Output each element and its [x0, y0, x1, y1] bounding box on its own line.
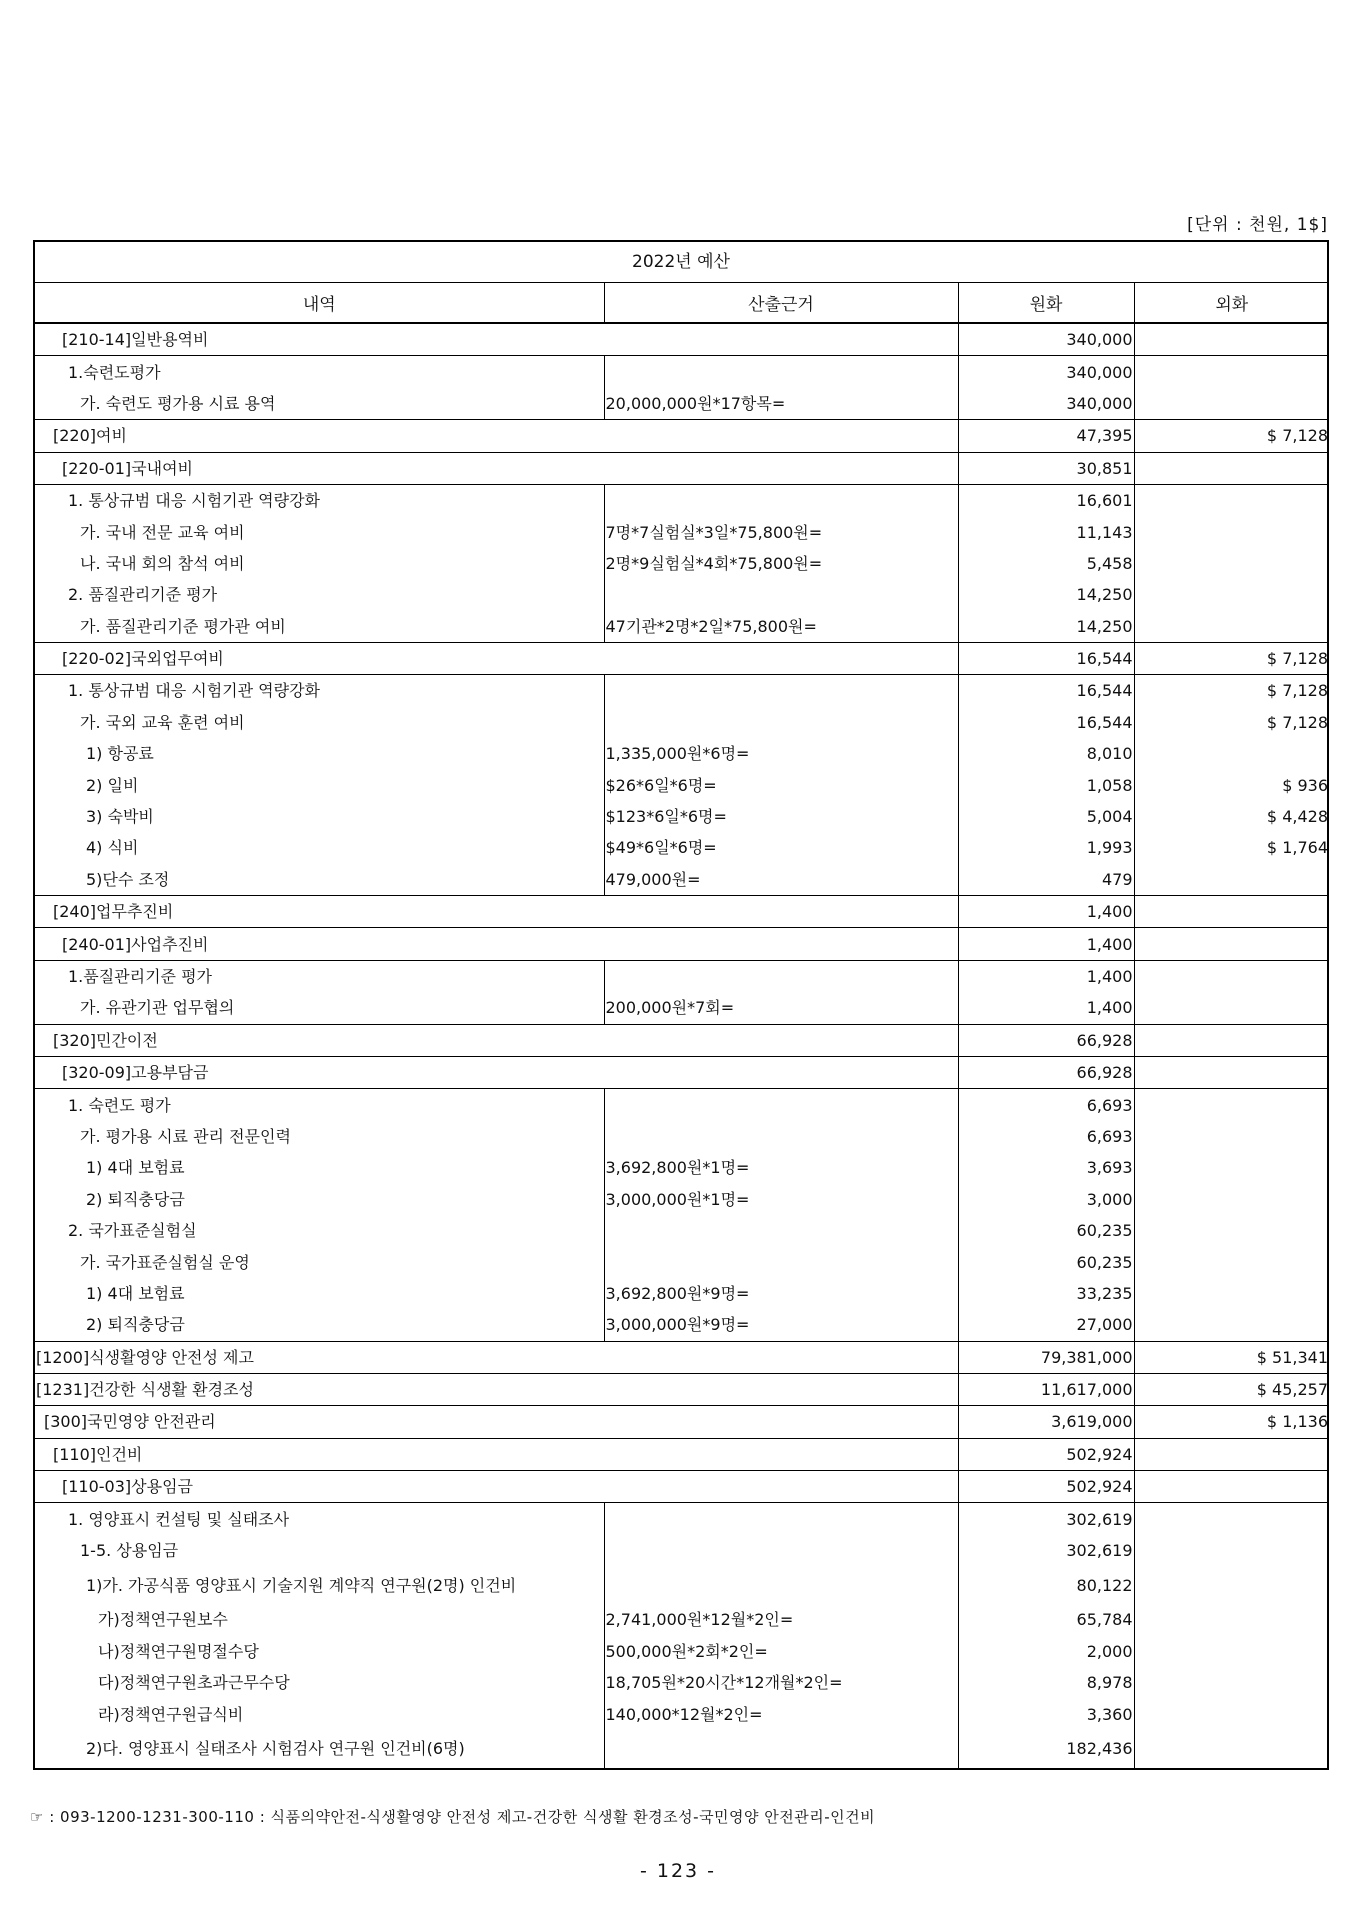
- table-row: [35, 1024, 1329, 1056]
- table-row: [35, 928, 1329, 960]
- row-basis: 2,741,000원*12월*2인=: [604, 1604, 958, 1635]
- row-description: 1) 4대 보험료: [35, 1152, 604, 1183]
- table-body: [35, 323, 1329, 1768]
- row-foreign: [1134, 1604, 1329, 1635]
- row-description: 1)가. 가공식품 영양표시 기술지원 계약직 연구원(2명) 인건비: [35, 1566, 604, 1604]
- page-number: - 123 -: [639, 1860, 717, 1882]
- table-row: [35, 356, 1329, 388]
- row-description: 1. 영양표시 컨설팅 및 실태조사: [35, 1503, 604, 1535]
- header-foreign: 외화: [1134, 283, 1329, 323]
- row-description: 나)정책연구원명절수당: [35, 1636, 604, 1667]
- row-description: [210-14]일반용역비: [35, 323, 958, 356]
- row-foreign: [1134, 1667, 1329, 1698]
- row-foreign: [1134, 1215, 1329, 1246]
- row-krw: 80,122: [958, 1566, 1134, 1604]
- table-row: [35, 420, 1329, 452]
- row-krw: 8,978: [958, 1667, 1134, 1698]
- table-row: [35, 611, 1329, 643]
- row-description: [220-02]국외업무여비: [35, 642, 958, 674]
- row-foreign: $ 4,428: [1134, 801, 1329, 832]
- row-foreign: [1134, 548, 1329, 579]
- table-row: [35, 1278, 1329, 1309]
- row-krw: 11,617,000: [958, 1373, 1134, 1405]
- row-krw: 16,544: [958, 707, 1134, 738]
- budget-table: [35, 283, 1329, 1768]
- row-foreign: [1134, 928, 1329, 960]
- table-row: [35, 1089, 1329, 1121]
- table-row: [35, 1406, 1329, 1438]
- table-row: [35, 1152, 1329, 1183]
- row-foreign: $ 45,257: [1134, 1373, 1329, 1405]
- row-foreign: [1134, 484, 1329, 516]
- row-krw: 502,924: [958, 1438, 1134, 1470]
- row-foreign: [1134, 738, 1329, 769]
- row-description: 5)단수 조정: [35, 864, 604, 896]
- row-basis: [604, 675, 958, 707]
- table-row: [35, 516, 1329, 547]
- row-description: 2) 퇴직충당금: [35, 1184, 604, 1215]
- row-krw: 11,143: [958, 516, 1134, 547]
- row-basis: 3,692,800원*9명=: [604, 1278, 958, 1309]
- row-basis: 140,000*12월*2인=: [604, 1698, 958, 1729]
- row-foreign: $ 1,764: [1134, 832, 1329, 863]
- row-basis: [604, 1089, 958, 1121]
- row-krw: 33,235: [958, 1278, 1134, 1309]
- row-krw: 340,000: [958, 356, 1134, 388]
- row-krw: 60,235: [958, 1215, 1134, 1246]
- row-krw: 340,000: [958, 323, 1134, 356]
- row-foreign: [1134, 1184, 1329, 1215]
- row-description: 4) 식비: [35, 832, 604, 863]
- row-description: 가. 숙련도 평가용 시료 용역: [35, 388, 604, 420]
- row-description: 라)정책연구원급식비: [35, 1698, 604, 1729]
- table-row: [35, 1373, 1329, 1405]
- row-basis: [604, 579, 958, 610]
- row-foreign: [1134, 579, 1329, 610]
- row-krw: 1,400: [958, 928, 1134, 960]
- row-description: 가. 국외 교육 훈련 여비: [35, 707, 604, 738]
- table-row: [35, 1535, 1329, 1566]
- row-krw: 6,693: [958, 1121, 1134, 1152]
- table-row: [35, 1056, 1329, 1088]
- row-krw: 16,544: [958, 675, 1134, 707]
- row-foreign: $ 936: [1134, 769, 1329, 800]
- row-basis: 500,000원*2회*2인=: [604, 1636, 958, 1667]
- row-description: 2. 품질관리기준 평가: [35, 579, 604, 610]
- row-basis: 200,000원*7회=: [604, 992, 958, 1024]
- row-krw: 1,400: [958, 896, 1134, 928]
- row-krw: 1,058: [958, 769, 1134, 800]
- table-row: [35, 769, 1329, 800]
- row-basis: 2명*9실험실*4회*75,800원=: [604, 548, 958, 579]
- row-krw: 3,360: [958, 1698, 1134, 1729]
- row-krw: 60,235: [958, 1246, 1134, 1277]
- row-krw: 65,784: [958, 1604, 1134, 1635]
- row-basis: [604, 1215, 958, 1246]
- row-basis: $123*6일*6명=: [604, 801, 958, 832]
- row-foreign: $ 7,128: [1134, 675, 1329, 707]
- row-description: 2) 퇴직충당금: [35, 1309, 604, 1341]
- row-description: [240-01]사업추진비: [35, 928, 958, 960]
- row-basis: [604, 356, 958, 388]
- row-basis: [604, 1246, 958, 1277]
- row-description: 3) 숙박비: [35, 801, 604, 832]
- row-description: 가. 품질관리기준 평가관 여비: [35, 611, 604, 643]
- header-krw: 원화: [958, 283, 1134, 323]
- row-basis: [604, 1503, 958, 1535]
- row-krw: 302,619: [958, 1535, 1134, 1566]
- row-description: 가. 유관기관 업무협의: [35, 992, 604, 1024]
- table-caption: 2022년 예산: [35, 242, 1327, 283]
- table-row: [35, 1246, 1329, 1277]
- row-krw: 1,993: [958, 832, 1134, 863]
- table-row: [35, 1667, 1329, 1698]
- row-basis: 3,692,800원*1명=: [604, 1152, 958, 1183]
- row-foreign: [1134, 864, 1329, 896]
- row-basis: [604, 1566, 958, 1604]
- table-row: [35, 642, 1329, 674]
- table-row: [35, 484, 1329, 516]
- row-foreign: [1134, 1636, 1329, 1667]
- table-row: [35, 1341, 1329, 1373]
- table-row: [35, 1730, 1329, 1768]
- header-basis: 산출근거: [604, 283, 958, 323]
- row-krw: 27,000: [958, 1309, 1134, 1341]
- table-row: [35, 707, 1329, 738]
- row-description: [1200]식생활영양 안전성 제고: [35, 1341, 958, 1373]
- table-row: [35, 801, 1329, 832]
- row-krw: 16,601: [958, 484, 1134, 516]
- row-description: 2) 일비: [35, 769, 604, 800]
- row-krw: 502,924: [958, 1471, 1134, 1503]
- row-foreign: [1134, 1438, 1329, 1470]
- row-krw: 14,250: [958, 579, 1134, 610]
- row-description: 1.품질관리기준 평가: [35, 960, 604, 992]
- row-description: 1. 통상규범 대응 시험기관 역량강화: [35, 675, 604, 707]
- row-foreign: [1134, 1152, 1329, 1183]
- row-foreign: [1134, 1089, 1329, 1121]
- row-foreign: [1134, 1503, 1329, 1535]
- row-krw: 5,458: [958, 548, 1134, 579]
- row-basis: 20,000,000원*17항목=: [604, 388, 958, 420]
- row-basis: $26*6일*6명=: [604, 769, 958, 800]
- row-foreign: [1134, 1698, 1329, 1729]
- row-basis: 3,000,000원*1명=: [604, 1184, 958, 1215]
- row-basis: $49*6일*6명=: [604, 832, 958, 863]
- table-row: [35, 1698, 1329, 1729]
- row-description: 1. 숙련도 평가: [35, 1089, 604, 1121]
- row-description: [320-09]고용부담금: [35, 1056, 958, 1088]
- row-krw: 66,928: [958, 1056, 1134, 1088]
- row-basis: [604, 707, 958, 738]
- row-foreign: [1134, 960, 1329, 992]
- row-krw: 5,004: [958, 801, 1134, 832]
- row-foreign: [1134, 1056, 1329, 1088]
- row-basis: [604, 960, 958, 992]
- header-description: 내역: [35, 283, 604, 323]
- row-description: 가)정책연구원보수: [35, 1604, 604, 1635]
- row-krw: 8,010: [958, 738, 1134, 769]
- row-description: [1231]건강한 식생활 환경조성: [35, 1373, 958, 1405]
- row-foreign: $ 7,128: [1134, 642, 1329, 674]
- row-description: 가. 국내 전문 교육 여비: [35, 516, 604, 547]
- row-description: 2. 국가표준실험실: [35, 1215, 604, 1246]
- row-foreign: $ 7,128: [1134, 420, 1329, 452]
- row-krw: 2,000: [958, 1636, 1134, 1667]
- row-krw: 16,544: [958, 642, 1134, 674]
- row-basis: 3,000,000원*9명=: [604, 1309, 958, 1341]
- row-foreign: [1134, 1309, 1329, 1341]
- row-description: 1) 4대 보험료: [35, 1278, 604, 1309]
- row-description: [220-01]국내여비: [35, 452, 958, 484]
- table-row: [35, 388, 1329, 420]
- row-krw: 302,619: [958, 1503, 1134, 1535]
- row-krw: 1,400: [958, 960, 1134, 992]
- row-krw: 1,400: [958, 992, 1134, 1024]
- row-krw: 3,619,000: [958, 1406, 1134, 1438]
- table-row: [35, 1566, 1329, 1604]
- row-description: 2)다. 영양표시 실태조사 시험검사 연구원 인건비(6명): [35, 1730, 604, 1768]
- row-foreign: [1134, 1246, 1329, 1277]
- row-krw: 66,928: [958, 1024, 1134, 1056]
- row-description: [220]여비: [35, 420, 958, 452]
- row-foreign: [1134, 516, 1329, 547]
- table-row: [35, 960, 1329, 992]
- unit-note: [단위 : 천원, 1$]: [1187, 215, 1328, 235]
- row-description: 1.숙련도평가: [35, 356, 604, 388]
- row-foreign: [1134, 1278, 1329, 1309]
- row-krw: 30,851: [958, 452, 1134, 484]
- row-foreign: [1134, 1121, 1329, 1152]
- row-description: 1) 항공료: [35, 738, 604, 769]
- row-foreign: $ 51,341: [1134, 1341, 1329, 1373]
- row-description: [320]민간이전: [35, 1024, 958, 1056]
- footnote: ☞ : 093-1200-1231-300-110 : 식품의약안전-식생활영양 안전성 제고-건강한 식생활 환경조성-국민영양 안전관리-인건비: [30, 1808, 876, 1826]
- row-foreign: [1134, 611, 1329, 643]
- table-row: [35, 1471, 1329, 1503]
- row-description: 1. 통상규범 대응 시험기관 역량강화: [35, 484, 604, 516]
- table-row: [35, 1215, 1329, 1246]
- row-foreign: [1134, 388, 1329, 420]
- table-row: [35, 1184, 1329, 1215]
- row-krw: 79,381,000: [958, 1341, 1134, 1373]
- table-row: [35, 992, 1329, 1024]
- row-basis: [604, 1730, 958, 1768]
- row-basis: 479,000원=: [604, 864, 958, 896]
- table-row: [35, 1503, 1329, 1535]
- row-basis: [604, 484, 958, 516]
- row-foreign: [1134, 1471, 1329, 1503]
- row-basis: [604, 1535, 958, 1566]
- table-row: [35, 896, 1329, 928]
- row-krw: 479: [958, 864, 1134, 896]
- budget-table-frame: [33, 240, 1329, 1770]
- row-foreign: [1134, 1730, 1329, 1768]
- row-foreign: [1134, 323, 1329, 356]
- row-description: [300]국민영양 안전관리: [35, 1406, 958, 1438]
- row-foreign: [1134, 356, 1329, 388]
- table-row: [35, 864, 1329, 896]
- row-description: 나. 국내 회의 참석 여비: [35, 548, 604, 579]
- row-krw: 3,693: [958, 1152, 1134, 1183]
- row-basis: 18,705원*20시간*12개월*2인=: [604, 1667, 958, 1698]
- table-row: [35, 452, 1329, 484]
- table-row: [35, 1438, 1329, 1470]
- row-description: [110-03]상용임금: [35, 1471, 958, 1503]
- row-description: [110]인건비: [35, 1438, 958, 1470]
- row-basis: [604, 1121, 958, 1152]
- row-description: 다)정책연구원초과근무수당: [35, 1667, 604, 1698]
- table-row: [35, 738, 1329, 769]
- row-krw: 6,693: [958, 1089, 1134, 1121]
- row-description: [240]업무추진비: [35, 896, 958, 928]
- table-row: [35, 675, 1329, 707]
- row-foreign: [1134, 1535, 1329, 1566]
- header-row: [35, 283, 1329, 323]
- row-description: 가. 국가표준실험실 운영: [35, 1246, 604, 1277]
- table-row: [35, 1604, 1329, 1635]
- row-krw: 3,000: [958, 1184, 1134, 1215]
- row-basis: 1,335,000원*6명=: [604, 738, 958, 769]
- row-foreign: [1134, 896, 1329, 928]
- row-foreign: [1134, 452, 1329, 484]
- row-description: 가. 평가용 시료 관리 전문인력: [35, 1121, 604, 1152]
- row-description: 1-5. 상용임금: [35, 1535, 604, 1566]
- table-row: [35, 579, 1329, 610]
- table-row: [35, 548, 1329, 579]
- row-foreign: [1134, 1566, 1329, 1604]
- row-krw: 47,395: [958, 420, 1134, 452]
- table-row: [35, 1636, 1329, 1667]
- row-foreign: $ 7,128: [1134, 707, 1329, 738]
- table-row: [35, 832, 1329, 863]
- row-krw: 14,250: [958, 611, 1134, 643]
- row-foreign: $ 1,136: [1134, 1406, 1329, 1438]
- table-row: [35, 1121, 1329, 1152]
- row-krw: 182,436: [958, 1730, 1134, 1768]
- table-row: [35, 1309, 1329, 1341]
- row-basis: 47기관*2명*2일*75,800원=: [604, 611, 958, 643]
- row-foreign: [1134, 992, 1329, 1024]
- row-krw: 340,000: [958, 388, 1134, 420]
- table-row: [35, 323, 1329, 356]
- row-foreign: [1134, 1024, 1329, 1056]
- row-basis: 7명*7실험실*3일*75,800원=: [604, 516, 958, 547]
